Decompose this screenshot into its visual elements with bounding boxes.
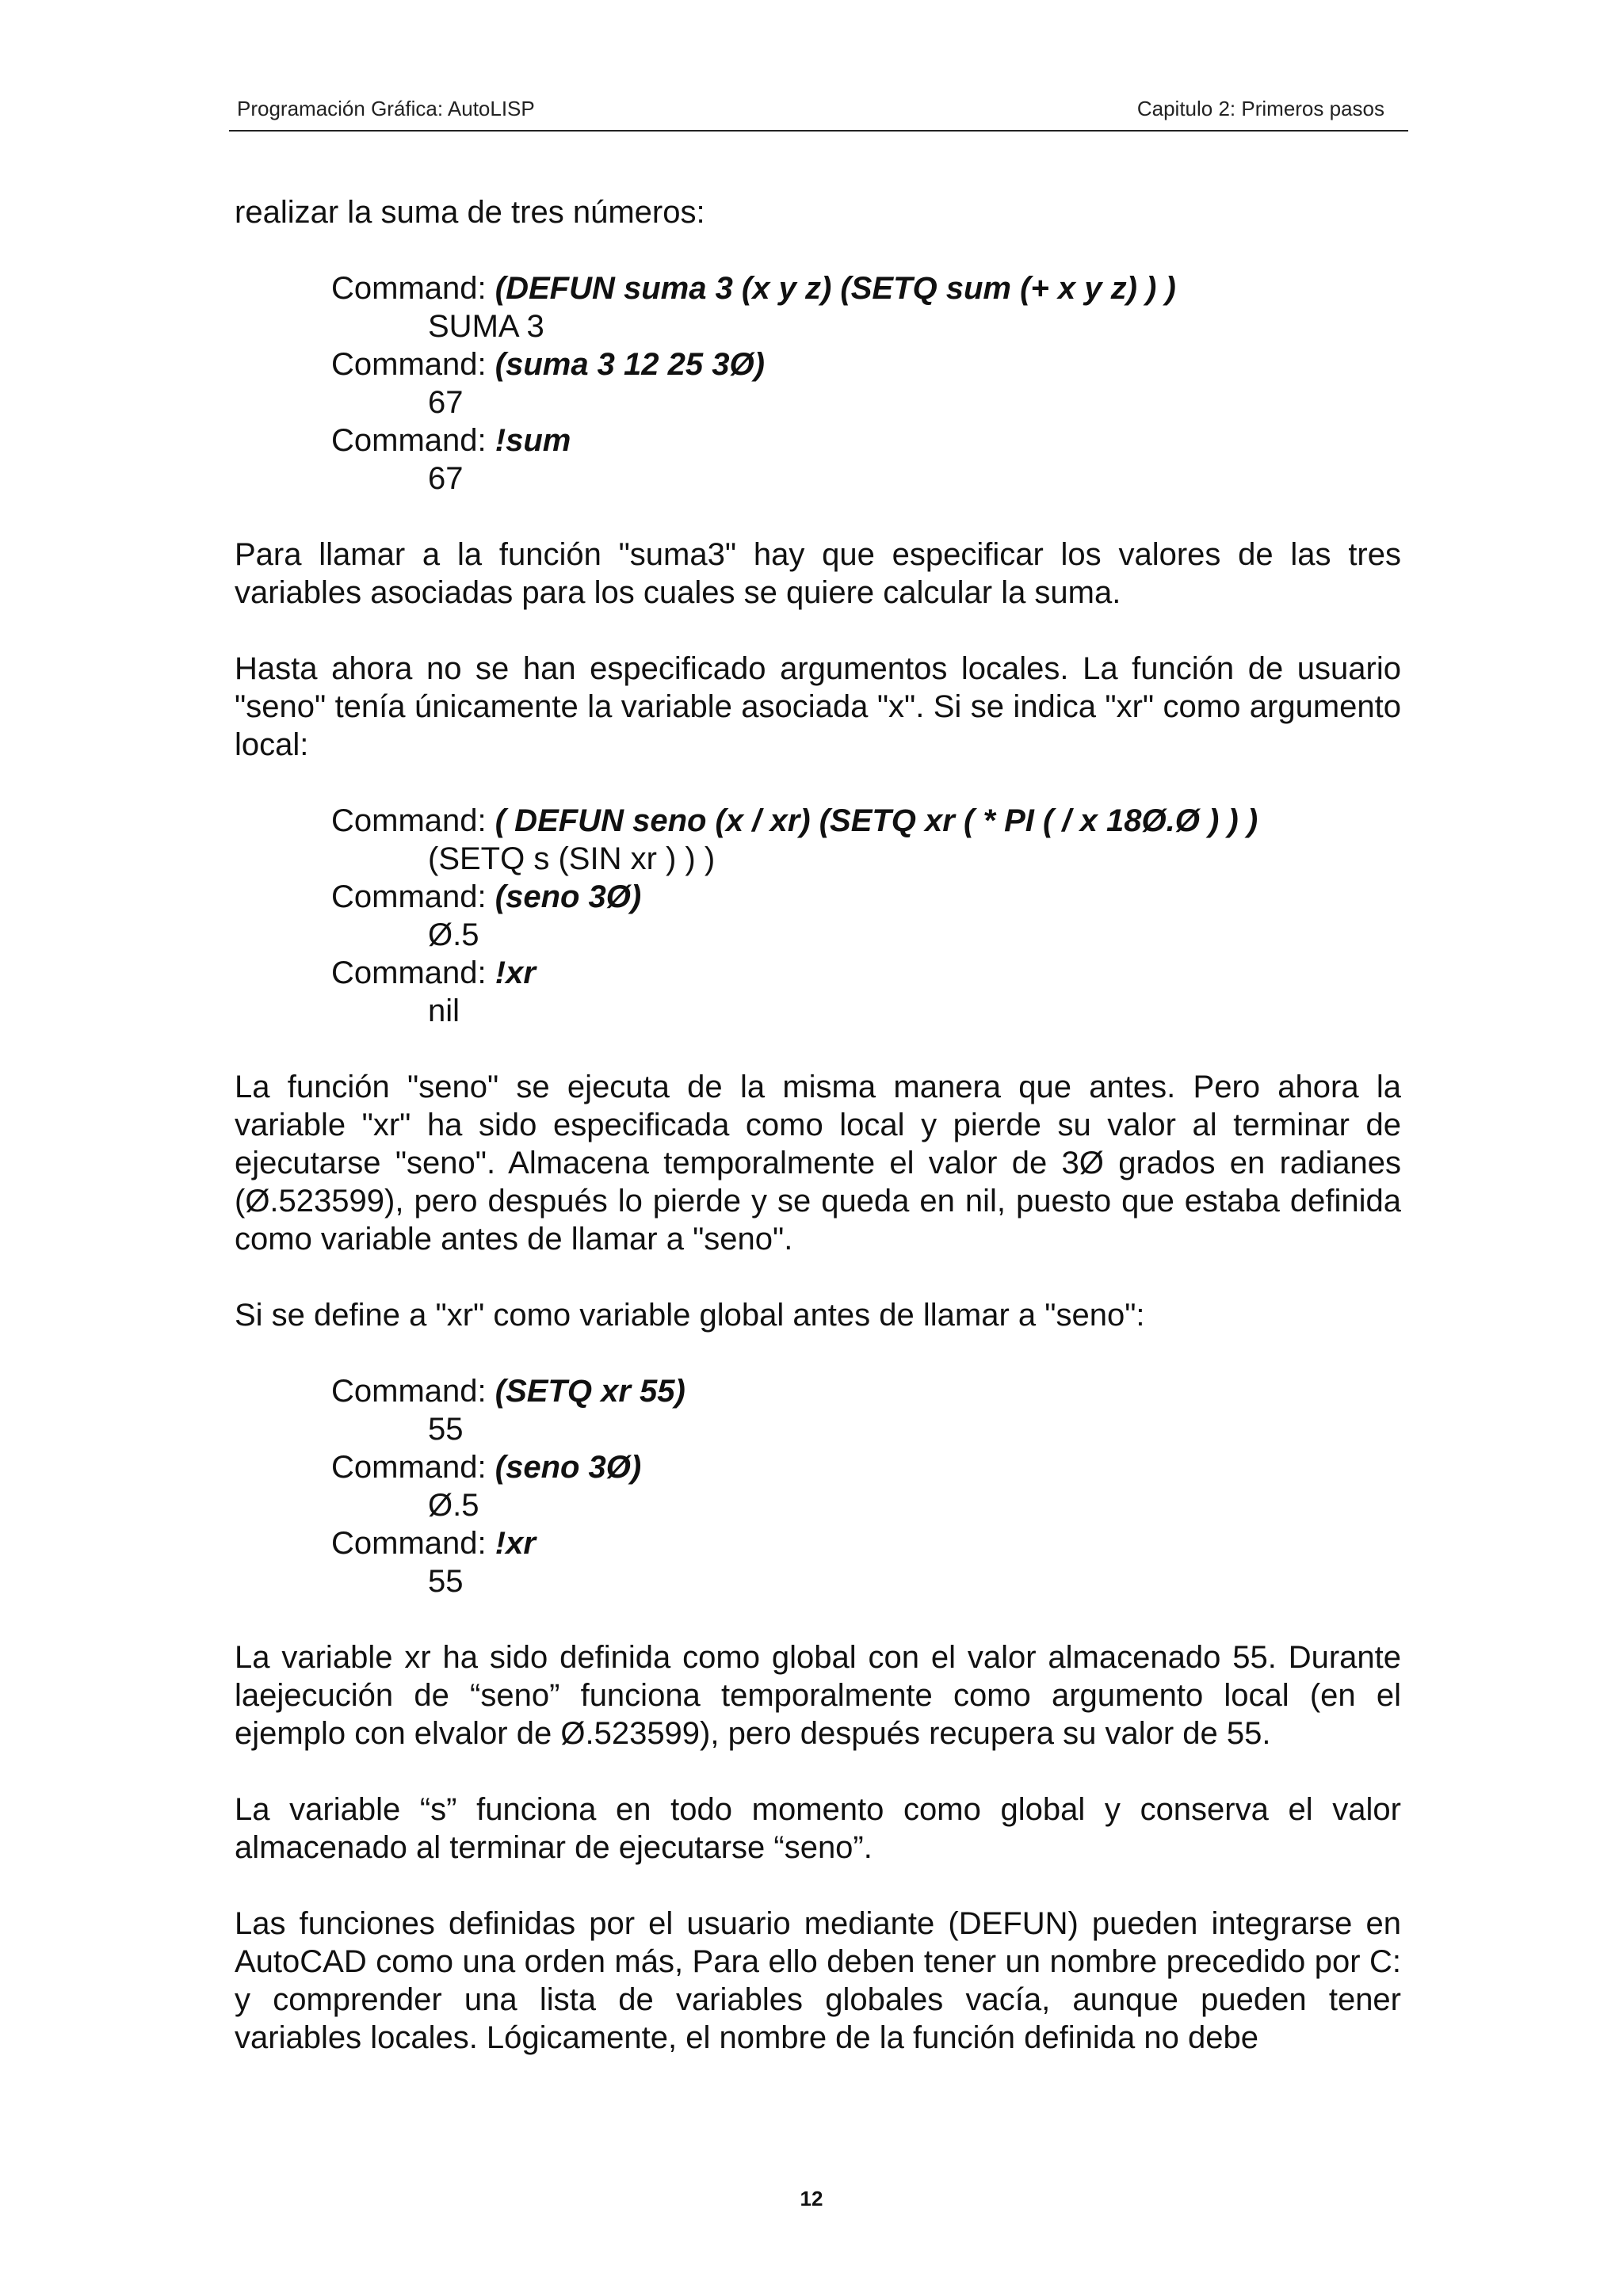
command-output: 55 [428,1564,464,1599]
command-line [331,421,1401,460]
command-prompt: Command: [331,955,495,990]
command-line [331,878,1401,916]
command-prompt: Command: [331,1526,495,1561]
command-input: !xr [495,1526,536,1561]
command-line [331,954,1401,992]
command-input: (DEFUN suma 3 (x y z) (SETQ sum (+ x y z) ) ) [495,271,1176,306]
command-continuation: (SETQ s (SIN xr ) ) ) [428,841,716,876]
command-input: ( DEFUN seno (x / xr) (SETQ xr ( * PI ( / x 18Ø.Ø ) ) ) [495,803,1258,838]
header-book-title: Programación Gráfica: AutoLISP [237,97,535,120]
command-line [331,1372,1401,1410]
command-prompt: Command: [331,879,495,914]
command-line [331,1448,1401,1486]
command-line [331,802,1401,840]
command-prompt: Command: [331,803,495,838]
command-output: 67 [428,385,464,420]
command-input: !sum [495,423,571,458]
command-output: SUMA 3 [428,309,544,344]
command-output: nil [428,994,460,1028]
command-output: 67 [428,461,464,496]
page-header [229,95,1408,132]
command-prompt: Command: [331,1374,495,1409]
intro-paragraph: realizar la suma de tres números: [235,195,705,230]
command-line [331,269,1401,307]
page-body [235,193,1401,2057]
header-chapter-title: Capitulo 2: Primeros pasos [1136,97,1384,120]
command-prompt: Command: [331,271,495,306]
paragraph-global-explanation: La variable xr ha sido definida como global con el valor almacenado 55. Durante laejecución de “seno” funciona temporalmente como argumento local (en el ejemplo con elvalor de Ø.523599), pero después recupera su valor de 55. [235,1640,1401,1751]
command-input: (seno 3Ø) [495,879,642,914]
command-output: Ø.5 [428,1488,479,1523]
command-input: (SETQ xr 55) [495,1374,685,1409]
code-block-seno-local [331,802,1401,1030]
command-prompt: Command: [331,347,495,382]
command-input: (seno 3Ø) [495,1450,642,1485]
command-line [331,345,1401,383]
command-line [331,1524,1401,1562]
command-prompt: Command: [331,1450,495,1485]
paragraph-seno-explanation: La función "seno" se ejecuta de la misma manera que antes. Pero ahora la variable "xr" ha sido especificada como local y pierde su valor al terminar de ejecutarse "seno". Almacena temporalmente el valor de 3Ø grados en radianes (Ø.523599), pero después lo pierde y se queda en nil, puesto que estaba definida como variable antes de llamar a "seno". [235,1070,1401,1257]
page-number: 12 [800,2187,823,2210]
command-output: Ø.5 [428,917,479,952]
command-output: 55 [428,1412,464,1447]
command-input: (suma 3 12 25 3Ø) [495,347,765,382]
paragraph-defun-commands: Las funciones definidas por el usuario mediante (DEFUN) pueden integrarse en AutoCAD como una orden más, Para ello deben tener un nombre precedido por C: y comprender una lista de variables globales vacía, aunque pueden tener variables locales. Lógicamente, el nombre de la función definida no debe [235,1906,1401,2055]
code-block-seno-global [331,1372,1401,1600]
paragraph-suma3: Para llamar a la función "suma3" hay que especificar los valores de las tres variables asociadas para los cuales se quiere calcular la suma. [235,537,1401,610]
paragraph-variable-s: La variable “s” funciona en todo momento como global y conserva el valor almacenado al terminar de ejecutarse “seno”. [235,1792,1401,1865]
paragraph-global-intro: Si se define a "xr" como variable global antes de llamar a "seno": [235,1298,1145,1333]
command-input: !xr [495,955,536,990]
command-prompt: Command: [331,423,495,458]
code-block-suma [331,269,1401,498]
paragraph-local-arguments: Hasta ahora no se han especificado argumentos locales. La función de usuario "seno" tenía únicamente la variable asociada "x". Si se indica "xr" como argumento local: [235,651,1401,762]
